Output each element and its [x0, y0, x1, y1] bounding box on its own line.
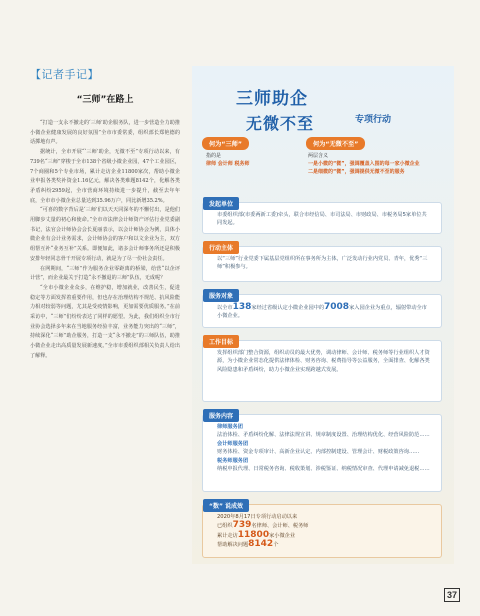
article-paragraph: “打造一支永不撤走的‘三师’助企服务队，进一步营造全力助推小微企业健康发展的良好氛围”全市市委常委，组织部长郑艳德的话掷地有声。 [30, 120, 180, 146]
stat-number: 8142 [248, 539, 274, 550]
poster-subtitle: 专项行动 [355, 115, 392, 125]
definition-line: 两层含义 [308, 153, 329, 159]
article-paragraph: 据统计，全市开展“‘三师’助企，无微不至”专项行动以来，有739名“三师”穿梭于全市138个省级小微企业园，47个工业园区，7个商圈和5个专业市场，累计走访企业11800家次，帮助小微企业申报各类奖补资金1.16亿元，解决各类难题8142个，化解各类矛盾纠纷2959起，全市营商环境持续进一步提升，截至去年年底，全市市小微企业总量达到35.96万户，同比新增35.2%。 [30, 149, 180, 204]
stat-number: 11800 [237, 529, 270, 540]
wuweibuzhi-definition [308, 152, 428, 176]
text-fragment: 家经过省级认定小微企业园中的 [251, 305, 325, 311]
card-heading: 发起单位 [203, 197, 239, 210]
article-paragraph: 在网期间，“三师”作为服务企业零距离的桥梁，给营“以企评计营”，而企业最关于打造“永不撤退的三师”队伍，无成呢？ [30, 265, 180, 282]
service-group-text: 财务体检、资金专项审计、高新企业认定、内部控制建设、管理会计、财税政策咨询…… [217, 449, 420, 456]
text-fragment: 家小微企业 [269, 532, 296, 539]
card-actors [202, 246, 442, 282]
section-tag: 【记者手记】 [30, 69, 99, 81]
card-heading: “数” 说成效 [203, 499, 249, 512]
article-paragraph: “可喜的数字背后是‘三师’们以天天同深冬的不懈付出，是他们用脚步丈量的初心和使命。”全市市法律会计师资产评估行业党委副书记，法官会计师协会会长夏丽表示，以会计师协会为例，具体小微企业有会计业务需求，会计师协会的客户和以文企业为主，双方组帮互补“业务互补”关系。即便如此，诸多会计师事务所还是积极安排年轻同志骨干开展专项行动，就是为了尽一份社会责任。 [30, 207, 180, 262]
result-line [217, 540, 431, 549]
badge-what-is-three-masters: 何为“三师” [202, 137, 249, 150]
service-group-title: 税务师服务团 [217, 457, 249, 464]
definition-line: 指的是 [206, 153, 222, 159]
result-line: 2020年8月17日专项行动启动以来 [217, 514, 298, 520]
text-fragment: 已组织 [217, 523, 233, 530]
campaign-poster [192, 66, 454, 564]
card-text: 发挥组织部门整合资源，组织动员的最大优势，调动律师、会计师、税务师等行业组织人才资源，为小微企业常态化提供法律体检、财务咨询、税费指导等公益服务，全面排查、化解各类风险隐患和矛盾纠纷，助力小微企业实现跨越式发展。 [217, 350, 430, 373]
definition-line: 一是小微的“微”，强调覆盖入围的每一家小微企业 [308, 161, 420, 167]
card-heading: 服务对象 [203, 289, 239, 302]
card-text: 市委组织部(市委两新工委)牵头，联合市经信局、市司法局、市财政局、市税务局5家单位共同发起。 [217, 212, 427, 227]
text-fragment: 帮助解决问题 [217, 542, 249, 549]
card-initiators [202, 202, 442, 234]
article-paragraph: “全市小微企业众多，在维护稳，增加就业，改善民生，促进稳定等方面发挥着重要作用，但也存在治理结构不规范、抗风险能力相对较弱等问题，尤其是受疫情影响，更加需要优质服务。”在前采访中，“三师”们纷纷表达了同样的愿望。为此，我们组织全市行业协会选择多年来在当地服务经验丰富，业务能力突出的“三师”，持续深化“三师”助企服务，打造一支“永不撤走”的三师队伍，助推小微企业走出高质量发展新速度。”全市市委组织部相关负责人给出了解释。 [30, 284, 180, 359]
poster-title-line2: 无微不至 [246, 114, 315, 133]
stat-number: 739 [232, 520, 252, 531]
card-results [202, 504, 442, 558]
text-fragment: 以全市 [217, 305, 233, 311]
definition-line: 二是细微的“微”，强调提供无微不至的服务 [308, 169, 405, 175]
card-heading: 工作目标 [203, 335, 239, 348]
card-services [202, 414, 442, 492]
card-heading: 服务内容 [203, 409, 239, 422]
service-group-text: 纳税申报代理、日常税务咨询、税收策划、涉税鉴证、纳税情况审查、代理申请减免退税…… [217, 466, 430, 473]
poster-title [236, 84, 396, 134]
card-text [203, 415, 441, 478]
text-fragment: 家入园企业为重点，辐射带动全市小微企业。 [217, 305, 427, 320]
text-fragment: 个 [273, 542, 279, 549]
text-fragment: 名律师、会计师、税务师 [251, 523, 309, 530]
stat-number: 138 [232, 302, 252, 312]
article-column [30, 66, 180, 362]
badge-what-is-wuweibuzhi: 何为“无微不至” [306, 137, 365, 150]
card-text: 以“三师”行业党委下属基层党组织所在事务所为主体，广泛发动行业内党员、青年，优秀“三师”积极参与。 [217, 256, 428, 271]
card-heading: 行动主体 [203, 241, 239, 254]
page-number: 37 [444, 588, 460, 602]
definition-line: 律师 会计师 税务师 [206, 161, 250, 167]
card-targets [202, 294, 442, 328]
service-group-title: 会计师服务团 [217, 440, 249, 447]
three-masters-definition [206, 152, 249, 168]
service-group-text: 法治体检、矛盾纠纷化解、法律法规宣讲、规章制度设置、治理结构优化、经营风险防范…… [217, 432, 430, 439]
service-group-title: 律师服务团 [217, 424, 243, 430]
poster-title-line1: 三师助企 [236, 89, 308, 109]
article-headline: “三师”在路上 [76, 95, 134, 105]
text-fragment: 累计走访 [217, 532, 238, 539]
card-text [203, 505, 441, 555]
card-goals [202, 340, 442, 402]
stat-number: 7008 [324, 302, 350, 312]
